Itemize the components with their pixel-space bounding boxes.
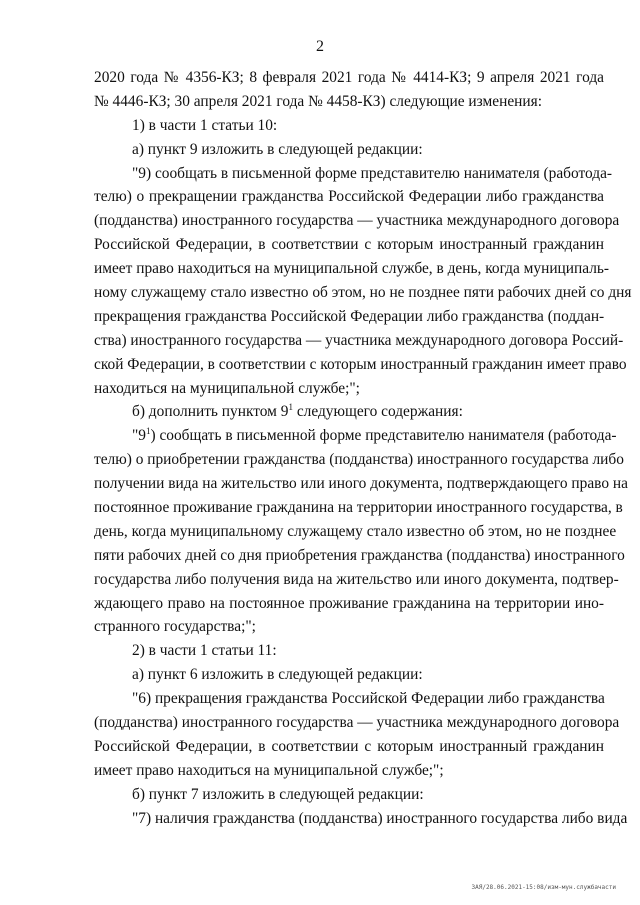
text-line <box>94 568 619 592</box>
text-line <box>94 759 604 783</box>
text-line <box>94 400 604 424</box>
text-line <box>94 257 610 281</box>
page-number: 2 <box>316 38 324 55</box>
text-line-content: (подданства) иностранного государства — участника международного договора <box>94 714 620 732</box>
text-line-content: пяти рабочих дней со дня приобретения гражданства (подданства) иностранного <box>94 546 625 564</box>
text-line-content: ства) иностранного государства — участника международного договора Россий- <box>94 331 624 349</box>
superscript: 1 <box>288 402 293 413</box>
text-line-content: "9) сообщать в письменной форме представителю нанимателя (работода- <box>132 164 613 182</box>
text-line <box>94 353 627 377</box>
text-line <box>94 615 604 639</box>
text-line <box>94 807 628 831</box>
text-line <box>94 544 625 568</box>
text-line-content: имеет право находиться на муниципальной службе;"; <box>94 761 444 779</box>
text-line <box>94 472 628 496</box>
text-line-content: "7) наличия гражданства (подданства) иностранного государства либо вида <box>132 809 628 827</box>
text-line-content: 2) в части 1 статьи 11: <box>132 642 277 660</box>
document-footer-code: ЗАЯ/28.06.2021-15:08/изм-мун.службачасти <box>471 884 616 891</box>
text-line <box>94 66 604 90</box>
text-line-content: 1) в части 1 статьи 10: <box>132 116 278 134</box>
text-line-content: а) пункт 9 изложить в следующей редакции: <box>132 140 423 158</box>
text-line-content: получении вида на жительство или иного документа, подтверждающего право на <box>94 475 628 493</box>
text-line-content: государства либо получения вида на жительство или иного документа, подтвер- <box>94 570 619 588</box>
text-line-continuation: ) сообщать в письменной форме представителю нанимателя (работода- <box>150 427 617 445</box>
text-line-content: № 4446-КЗ; 30 апреля 2021 года № 4458-КЗ) следующие изменения: <box>94 92 542 110</box>
text-line-content: ждающего право на постоянное проживание гражданина на территории ино- <box>94 594 604 612</box>
text-line-content: ному служащему стало известно об этом, но не позднее пяти рабочих дней со дня <box>94 284 632 302</box>
superscript: 1 <box>145 426 151 437</box>
text-line <box>94 162 613 186</box>
text-line-content: прекращения гражданства Российской Федерации либо гражданства (поддан- <box>94 307 605 325</box>
text-line-continuation: следующего содержания: <box>292 403 463 421</box>
text-line-content: имеет право находиться на муниципальной службе, в день, когда муниципаль- <box>94 260 610 278</box>
text-line <box>94 281 632 305</box>
text-line <box>94 735 604 759</box>
text-line <box>94 448 624 472</box>
text-line <box>94 209 620 233</box>
text-line <box>94 114 604 138</box>
text-line <box>94 496 623 520</box>
text-line-content: телю) о приобретении гражданства (подданства) иностранного государства либо <box>94 451 624 469</box>
text-line <box>94 711 620 735</box>
text-line <box>94 377 604 401</box>
text-line-content: Российской Федерации, в соответствии с которым иностранный гражданин <box>94 737 604 755</box>
text-line-content: (подданства) иностранного государства — участника международного договора <box>94 212 620 230</box>
text-line-content: "6) прекращения гражданства Российской Федерации либо гражданства <box>132 690 605 708</box>
text-line <box>94 592 604 616</box>
document-body <box>94 66 632 831</box>
text-line <box>94 138 604 162</box>
text-line-content: постоянное проживание гражданина на территории иностранного государства, в <box>94 499 623 517</box>
text-line <box>94 520 617 544</box>
text-line-content: ской Федерации, в соответствии с которым иностранный гражданин имеет право <box>94 355 627 373</box>
text-line-content: телю) о прекращении гражданства Российской Федерации либо гражданства <box>94 188 604 206</box>
text-line <box>94 305 604 329</box>
text-line-content: а) пункт 6 изложить в следующей редакции: <box>132 666 423 684</box>
text-line-content: 2020 года № 4356-КЗ; 8 февраля 2021 года № 4414-КЗ; 9 апреля 2021 года <box>94 69 604 86</box>
text-line <box>94 90 604 114</box>
text-line <box>94 639 604 663</box>
text-line <box>94 663 604 687</box>
text-line <box>94 424 617 448</box>
text-line <box>94 233 604 257</box>
text-line-content: б) дополнить пунктом 9 <box>132 403 289 421</box>
text-line-content: б) пункт 7 изложить в следующей редакции: <box>132 785 424 803</box>
text-line <box>94 783 604 807</box>
text-line-content: Российской Федерации, в соответствии с которым иностранный гражданин <box>94 236 604 254</box>
text-line-content: находиться на муниципальной службе;"; <box>94 379 360 397</box>
text-line <box>94 687 604 711</box>
text-line <box>94 185 604 209</box>
text-line <box>94 329 624 353</box>
text-line-content: странного государства;"; <box>94 618 256 636</box>
text-line-content: "9 <box>132 427 146 445</box>
text-line-content: день, когда муниципальному служащему стало известно об этом, но не позднее <box>94 522 617 540</box>
